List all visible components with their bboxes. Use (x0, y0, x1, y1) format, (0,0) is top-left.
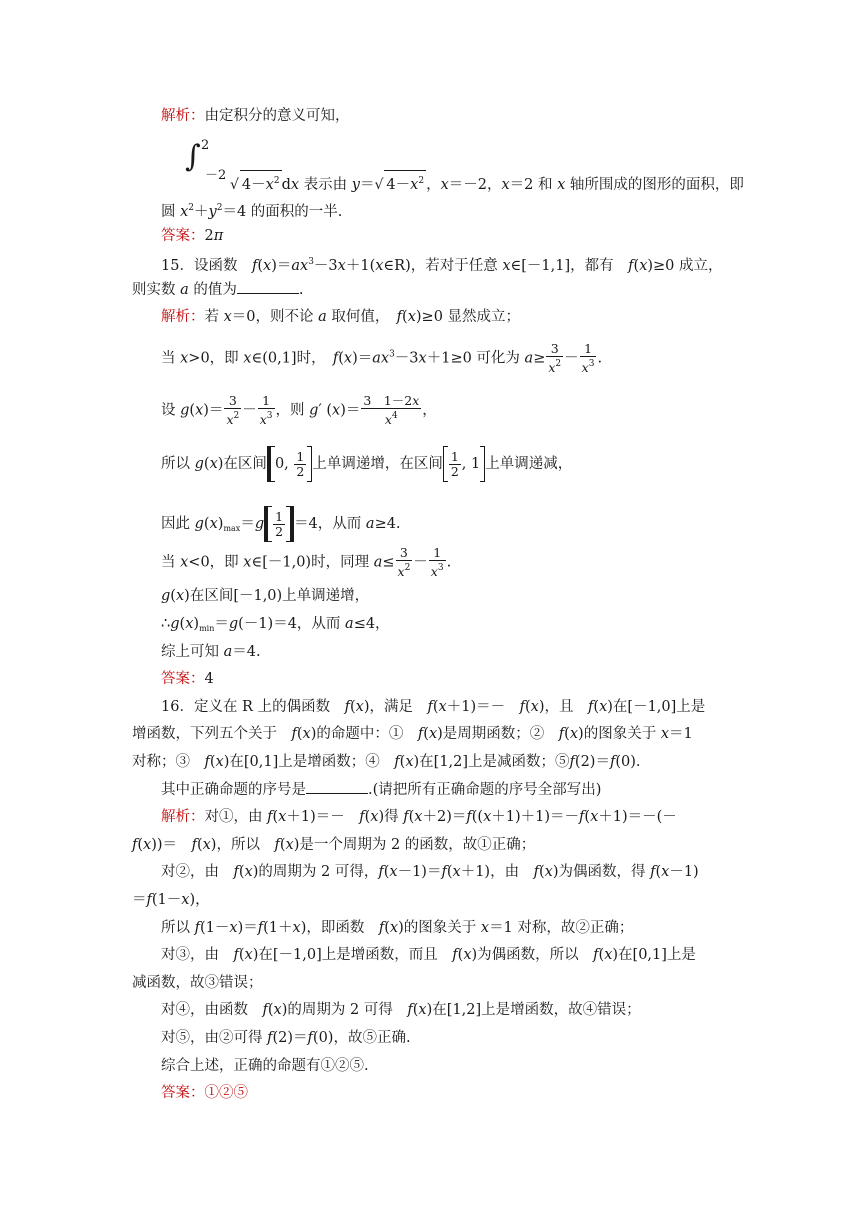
q16-answer-line (161, 1083, 248, 1103)
analysis-label: 解析： (161, 108, 205, 124)
q15-answer-line (161, 669, 214, 689)
q16-analysis-3: 所以 f(1－x)＝f(1＋x)，即函数 f(x)的图象关于 x＝1 对称，故②正确； (161, 920, 634, 936)
q15-stem-line2: 则实数 a 的值为 . (132, 282, 304, 298)
q16-analysis-4: 对③，由 f(x)在[－1,0]上是增函数，而且 f(x)为偶函数，所以 f(x)在[0,1]上是 (161, 947, 696, 963)
q14-integral-lower: －2 (205, 168, 227, 183)
q16-stem-line1: 16．定义在 R 上的偶函数 f(x)，满足 f(x＋1)＝－ f(x)，且 f(x)在[－1,0]上是 (161, 699, 706, 715)
q15-analysis-8: $\therefore g(x)_{min}=g(-1)=4$，从而 a≤4， (161, 616, 390, 633)
radicand: $4-x^2$ (240, 170, 282, 195)
q16-stem-line3: 对称；③ f(x)在[0,1]上是增函数；④ f(x)在[1,2]上是减函数；⑤f(2)＝f(0). (132, 754, 641, 770)
q15-answer: 4 (204, 671, 214, 687)
q16-analysis-1b: f(x))＝ f(x)，所以 f(x)是一个周期为 2 的函数，故①正确； (132, 837, 536, 853)
q14-conclusion: 圆 $x^2+y^2=4$ 的面积的一半. (161, 203, 343, 220)
q16-analysis-6: 对⑤，由②可得 f(2)＝f(0)，故⑤正确. (161, 1030, 411, 1046)
q14-integral-line: √ $4-x^2$ dx 表示由 y＝√ $4-x^2$ ，x＝－2，x＝2 和 x 轴所围成的图形的面积，即 (230, 170, 744, 195)
q16-analysis-2: 对②，由 f(x)的周期为 2 可得，f(x－1)＝f(x＋1)，由 f(x)为偶函数，得 f(x－1) (161, 864, 699, 880)
q14-answer-line: 答案：2π (161, 228, 224, 244)
q15-stem-line1: 15．设函数 $f(x)=ax^3-3x+1(x\in R)$，若对于任意 x∈[－1,1]，都有 f(x)≥0 成立， (161, 257, 723, 274)
q16-analysis-2b: ＝f(1－x)， (132, 892, 210, 908)
q16-analysis-7: 综合上述，正确的命题有①②⑤. (161, 1058, 369, 1074)
q14-analysis-text: 由定积分的意义可知， (204, 108, 350, 124)
q15-analysis-2: 当 x>0，即 x∈(0,1]时， $f(x)=ax^3-3x+1\ge 0$ 可化为 a≥ $\frac{3}{x^2}$ － $\frac{1}{x^3}$ . (161, 341, 603, 375)
q15-analysis-4: 所以 g(x)在区间 0, $\frac{1}{2}$ 上单调递增，在区间 $\frac{1}{2}$ , 1 上单调递减， (161, 446, 572, 482)
q14-analysis-line (161, 106, 350, 126)
q15-analysis-9: 综上可知 a＝4. (161, 644, 261, 660)
q16-stem-line2: 增函数，下列五个关于 f(x)的命题中：① f(x)是周期函数；② f(x)的图象关于 x＝1 (132, 726, 693, 742)
q15-analysis-3: 设 g(x)＝ $\frac{3}{x^2}$ － $\frac{1}{x^3}$ ，则 g′ (x)＝ $\frac{3 1-2x}{x^4}$ ， (161, 393, 437, 427)
radical-sign: √ (230, 177, 239, 193)
answer-label: 答案： (161, 228, 205, 244)
q14-integral-upper: 2 (201, 138, 210, 153)
q15-analysis-1: 解析：若 x＝0，则不论 a 取何值， f(x)≥0 显然成立； (161, 309, 521, 325)
q16-stem-line4: 其中正确命题的序号是 .(请把所有正确命题的序号全部写出) (161, 782, 602, 798)
answer-label: 答案： (161, 1085, 205, 1101)
q15-analysis-7: g(x)在区间[－1,0)上单调递增， (161, 588, 370, 604)
analysis-label: 解析： (161, 809, 205, 825)
q15-analysis-5: 因此 $g(x)_{max}=g$ $\frac{1}{2}$ ＝4，从而 a≥4. (161, 506, 401, 542)
q16-analysis-4b: 减函数，故③错误； (132, 975, 263, 991)
q16-analysis-5: 对④，由函数 f(x)的周期为 2 可得 f(x)在[1,2]上是增函数，故④错误； (161, 1002, 641, 1018)
q16-answer: ①②⑤ (204, 1085, 248, 1101)
q15-analysis-6: 当 x<0，即 x∈[－1,0)时，同理 a≤ $\frac{3}{x^2}$ － $\frac{1}{x^3}$ . (161, 545, 452, 579)
answer-label: 答案： (161, 671, 205, 687)
q16-analysis-1: 解析：对①，由 f(x＋1)＝－ f(x)得 f(x＋2)＝f((x＋1)＋1)＝－f(x＋1)＝－(－ (161, 809, 677, 825)
analysis-label: 解析： (161, 309, 205, 325)
integral-sign: ∫ (185, 139, 201, 174)
